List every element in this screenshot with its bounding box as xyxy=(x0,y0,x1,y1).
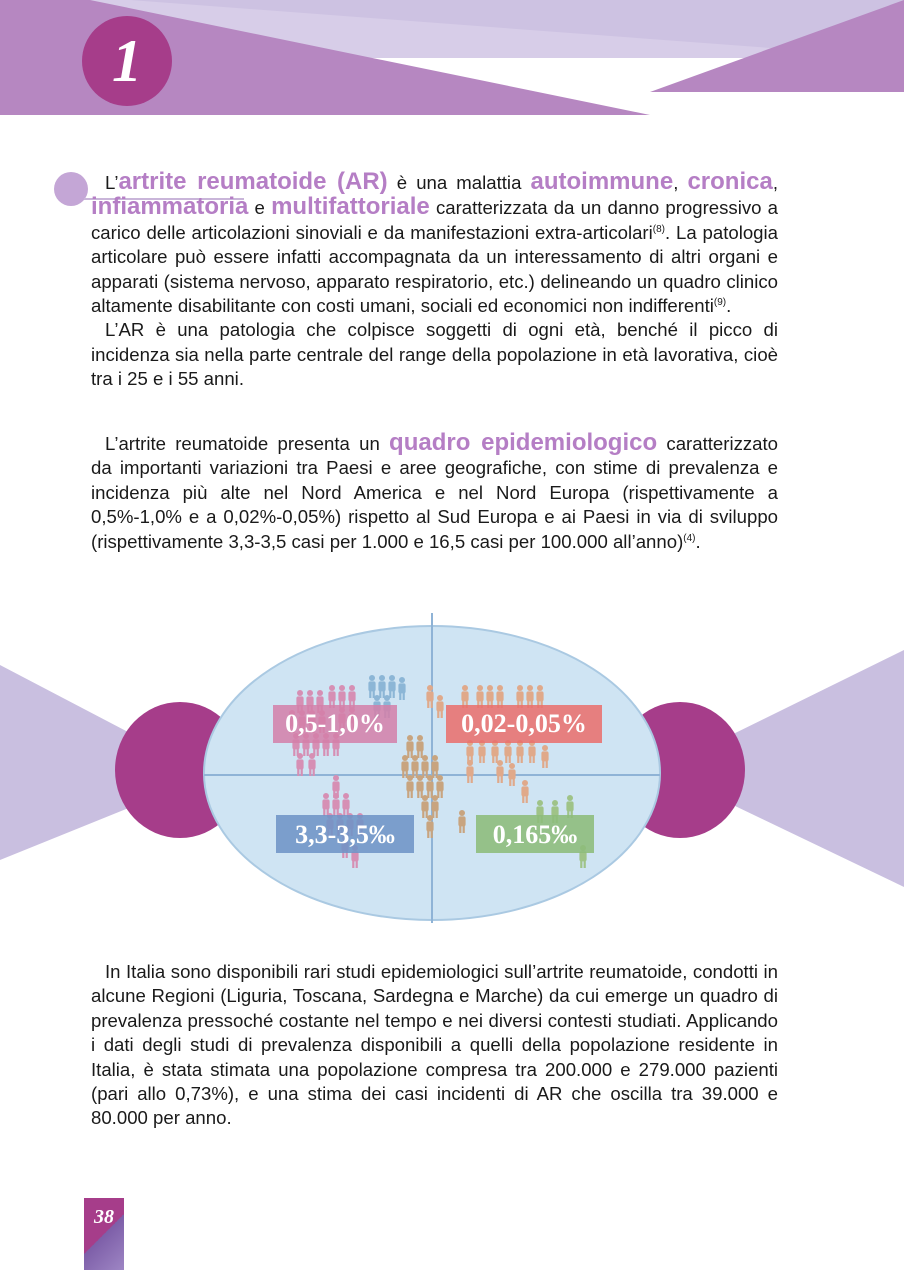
paragraph-epidemiology xyxy=(91,431,778,554)
reference-9: (9) xyxy=(713,296,727,308)
term-autoimmune: autoimmune xyxy=(530,168,674,195)
p1-comma2: , xyxy=(772,172,778,193)
paragraph-definition xyxy=(91,170,778,392)
p1-mid: è una malattia xyxy=(387,172,531,193)
label-developing: 0,165‰ xyxy=(492,820,578,849)
paragraph-italy xyxy=(91,960,778,1131)
page-number: 38 xyxy=(94,1206,114,1228)
paragraph-age: L’AR è una patologia che colpisce soggetti di ogni età, benché il picco di incidenza sia nella parte centrale del range della popolazione in età lavorativa, cioè tra i 25 e i 55 anni. xyxy=(91,319,778,390)
p1-comma: , xyxy=(673,172,679,193)
term-multifattoriale: multifattoriale xyxy=(271,193,430,221)
term-infiammatoria: infiammatoria xyxy=(91,193,249,221)
p1-end: . xyxy=(726,295,732,317)
label-south: 3,3-3,5‰ xyxy=(295,820,395,849)
p4-text: In Italia sono disponibili rari studi epidemiologici sull’artrite reumatoide, condotti in alcune Regioni (Liguria, Toscana, Sardegna e Marche) da cui emerge un quadro di prevalenza pressoché costante nel tempo e nei diversi contesti studiati. Applicando i dati degli studi di prevalenza disponibili a quelli della popolazione residente in Italia, è stata stimata una popolazione compresa tra 200.000 e 279.000 pazienti (pari allo 0,73%), e una stima dei casi incidenti di AR che oscilla tra 39.000 e 80.000 per anno. xyxy=(91,961,778,1129)
term-cronica: cronica xyxy=(687,168,773,195)
world-prevalence-map xyxy=(0,605,904,925)
p3-end: . xyxy=(695,530,701,552)
p1-text-a: caratterizzata da un danno progressivo a carico delle articolazioni sinoviali e da manifestazioni extra-articolari xyxy=(91,197,778,243)
p1-prefix: L’ xyxy=(105,172,119,193)
chapter-number-badge xyxy=(82,16,172,106)
label-north-europe: 0,02-0,05% xyxy=(461,709,587,738)
reference-8: (8) xyxy=(652,223,665,235)
reference-4: (4) xyxy=(683,532,696,544)
section-bullet-dot xyxy=(54,172,88,206)
p3-text: caratterizzato da importanti variazioni tra Paesi e aree geografiche, con stime di prevalenza e incidenza più alte nel Nord America e nel Nord Europa (rispettivamente a 0,5%-1,0% e a 0,02%-0,05%) rispetto al Sud Europa e ai Paesi in via di sviluppo (rispettivamente 3,3-3,5 casi per 1.000 e 16,5 casi per 100.000 all’anno) xyxy=(91,433,779,552)
term-artrite-reumatoide: artrite reumatoide (AR) xyxy=(118,168,388,195)
p1-text-b: . La patologia articolare può essere infatti accompagnata da un interessamento di altri organi e apparati (sistema nervoso, apparato respiratorio, etc.) delineando un quadro clinico altamente disabilitante con costi umani, sociali ed economici non indifferenti xyxy=(91,221,778,317)
term-quadro-epidemiologico: quadro epidemiologico xyxy=(389,429,658,456)
label-north-america: 0,5-1,0% xyxy=(285,709,385,738)
chapter-number: 1 xyxy=(112,28,142,94)
p3-prefix: L’artrite reumatoide presenta un xyxy=(105,433,390,454)
p1-and: e xyxy=(248,197,272,219)
